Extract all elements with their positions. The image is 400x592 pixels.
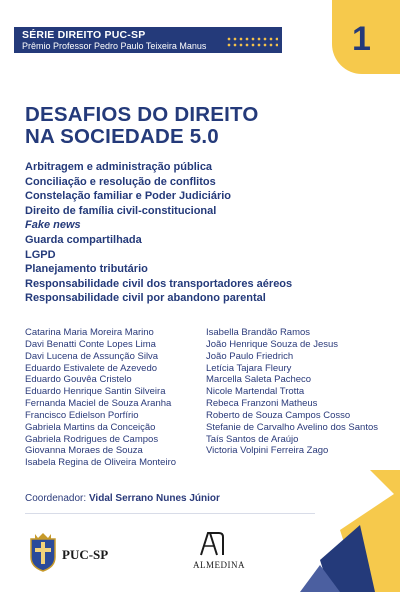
author-name: Eduardo Estivalete de Azevedo bbox=[25, 362, 158, 374]
topic-item: Fake news bbox=[25, 219, 81, 232]
author-name: Stefanie de Carvalho Avelino dos Santos bbox=[206, 421, 378, 433]
author-name: Davi Benatti Conte Lopes Lima bbox=[25, 338, 156, 350]
volume-number: 1 bbox=[352, 20, 371, 58]
author-name: Davi Lucena de Assunção Silva bbox=[25, 350, 159, 362]
almedina-logo-icon bbox=[199, 532, 225, 556]
author-name: Letícia Tajara Fleury bbox=[206, 362, 292, 374]
topic-item: Responsabilidade civil dos transportadores aéreos bbox=[25, 277, 293, 290]
author-list-left bbox=[25, 327, 176, 469]
topic-item: Guarda compartilhada bbox=[25, 233, 142, 246]
coordinator-line bbox=[25, 493, 220, 504]
author-name: Rebeca Franzoni Matheus bbox=[206, 398, 318, 410]
author-name: Taís Santos de Araújo bbox=[206, 433, 299, 445]
topic-item: Arbitragem e administração pública bbox=[25, 161, 213, 173]
coordinator-name: Vidal Serrano Nunes Júnior bbox=[88, 493, 220, 504]
topic-item: LGPD bbox=[25, 248, 56, 261]
topic-item: Direito de família civil-constitucional bbox=[25, 204, 217, 217]
author-name: Isabella Brandão Ramos bbox=[206, 327, 311, 338]
puc-sp-crest-icon bbox=[26, 531, 60, 573]
author-name: Isabela Regina de Oliveira Monteiro bbox=[25, 457, 177, 469]
author-name: João Paulo Friedrich bbox=[206, 350, 294, 362]
book-title-line-2: NA SOCIEDADE 5.0 bbox=[25, 125, 219, 148]
topic-item: Conciliação e resolução de conflitos bbox=[25, 175, 216, 188]
topic-item: Planejamento tributário bbox=[25, 263, 148, 276]
author-name: Victoria Volpini Ferreira Zago bbox=[206, 445, 329, 457]
author-name: Marcella Saleta Pacheco bbox=[206, 374, 312, 386]
author-name: Roberto de Souza Campos Cosso bbox=[206, 409, 351, 421]
author-name: Gabriela Martins da Conceição bbox=[25, 421, 156, 433]
almedina-label: ALMEDINA bbox=[193, 560, 245, 570]
decorative-shapes bbox=[300, 470, 400, 592]
author-name: Francisco Edielson Porfírio bbox=[25, 409, 139, 421]
author-name: João Henrique Souza de Jesus bbox=[206, 338, 339, 350]
author-name: Eduardo Henrique Santin Silveira bbox=[25, 386, 166, 398]
topic-item: Constelação familiar e Poder Judiciário bbox=[25, 190, 232, 203]
author-name: Fernanda Maciel de Souza Aranha bbox=[25, 398, 172, 410]
dot-pattern bbox=[226, 36, 278, 48]
book-title bbox=[25, 104, 259, 148]
author-name: Catarina Maria Moreira Marino bbox=[25, 327, 154, 338]
book-title-line-1: DESAFIOS DO DIREITO bbox=[25, 103, 259, 126]
author-name: Nicole Martendal Trotta bbox=[206, 386, 305, 398]
topic-list bbox=[25, 160, 292, 306]
series-prize: Prêmio Professor Pedro Paulo Teixeira Manus bbox=[22, 41, 207, 51]
footer-divider bbox=[25, 513, 315, 514]
puc-sp-label: PUC-SP bbox=[62, 547, 109, 562]
author-name: Gabriela Rodrigues de Campos bbox=[25, 433, 159, 445]
author-list-right bbox=[206, 327, 378, 457]
series-title: SÉRIE DIREITO PUC-SP bbox=[22, 29, 146, 41]
author-name: Giovanna Moraes de Souza bbox=[25, 445, 143, 457]
coordinator-label: Coordenador: bbox=[25, 493, 87, 504]
author-name: Eduardo Gouvêa Cristelo bbox=[25, 374, 132, 386]
topic-item: Responsabilidade civil por abandono parental bbox=[25, 292, 266, 305]
